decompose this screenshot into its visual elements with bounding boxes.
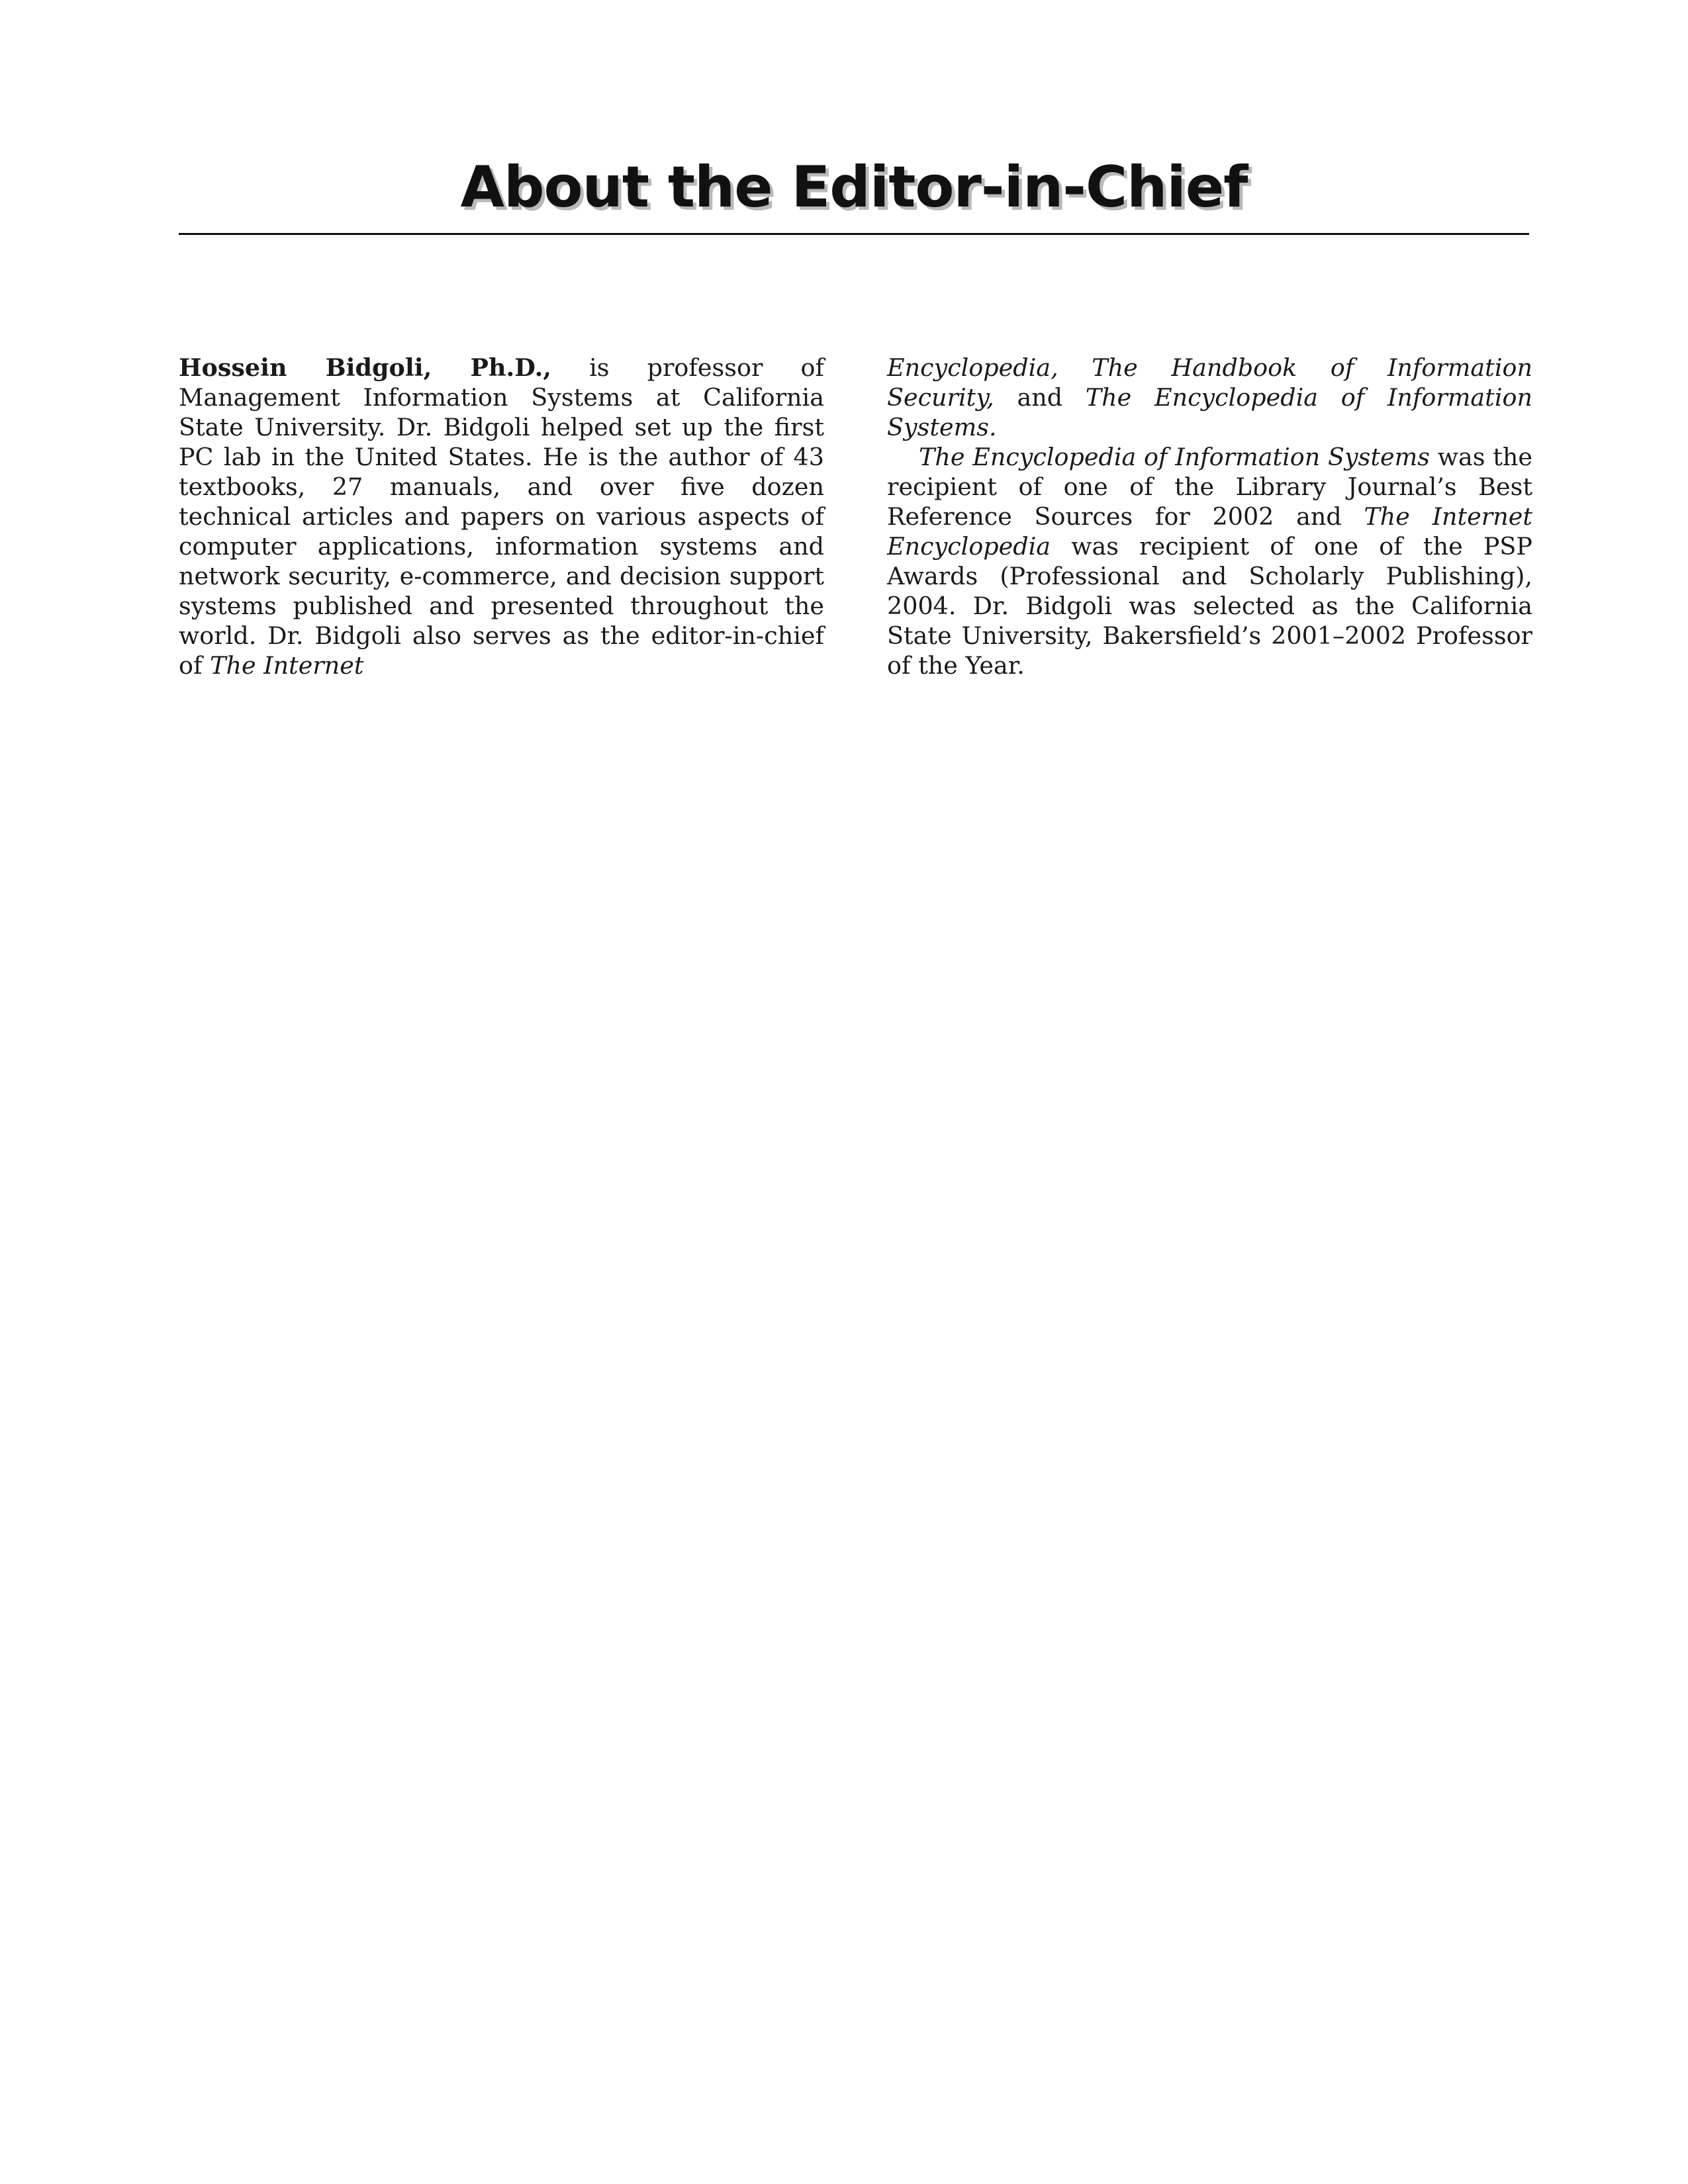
bio-paragraph-1-part-a: Hossein Bidgoli, Ph.D., is professor of Management Information Systems at California State University. Dr. Bidgoli helped set up the first PC lab in the United States. He is the author of 43 textbooks, 27 manuals, and over five dozen technical articles and papers on various aspects of computer applications, information systems and network security, e-commerce, and decision support systems published and presented throughout the world. Dr. Bidgoli also serves as the editor-in-chief of The Internet	[179, 353, 824, 680]
title-divider	[179, 233, 1529, 235]
bio-column-right	[887, 353, 1532, 680]
page-title: About the Editor-in-Chief	[460, 154, 1248, 220]
bio-paragraph-2-text-a: was the recipient of one of the Library Journal’s Best Reference Sources for 2002 and	[887, 443, 1532, 531]
bio-paragraph-2	[887, 442, 1532, 680]
bio-column-left	[179, 353, 824, 680]
bio-paragraph-2-text-b: was recipient of one of the PSP Awards (Professional and Scholarly Publishing), 2004. Dr. Bidgoli was selected as the California State University, Bakersfield’s 2001–2002 Professor of the Year.	[887, 532, 1532, 680]
book-title-internet-encyclopedia: The Internet Encyclopedia	[887, 502, 1533, 561]
book-title-encyclopedia-is: The Encyclopedia of Information Systems	[919, 443, 1430, 471]
bio-paragraph-1-part-b: Encyclopedia, The Handbook of Information Security, and The Encyclopedia of Information Systems.	[887, 353, 1532, 441]
editor-name: Hossein Bidgoli, Ph.D.,	[179, 353, 551, 382]
